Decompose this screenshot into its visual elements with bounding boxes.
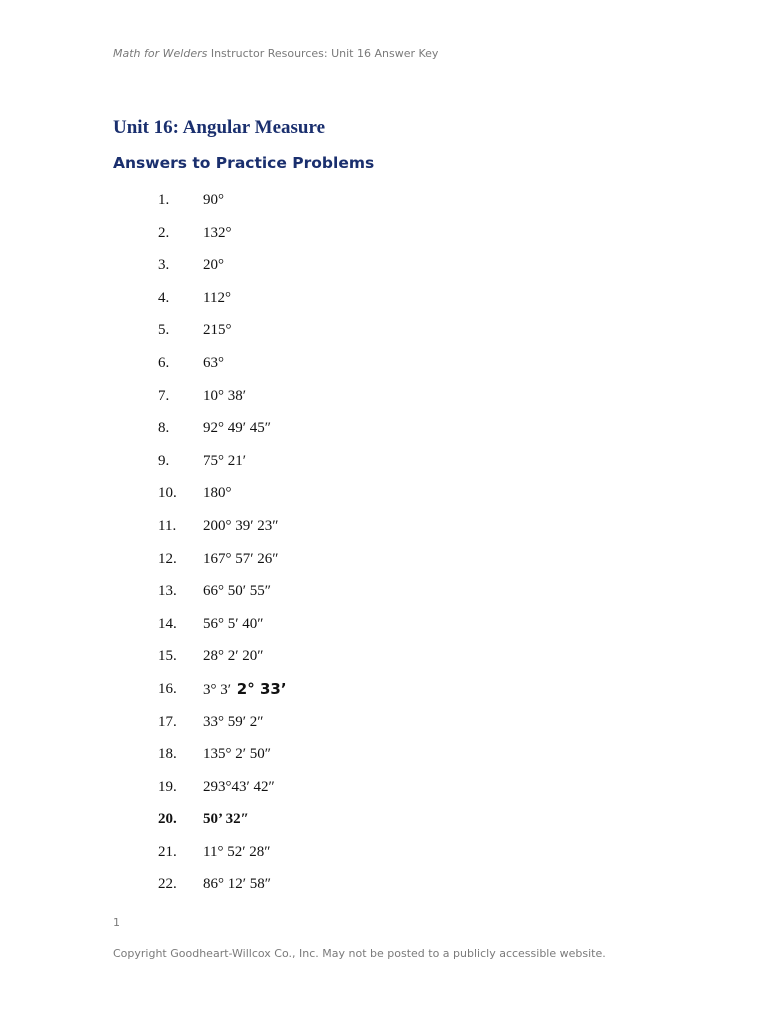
- answer-value: 56° 5′ 40″: [203, 615, 264, 632]
- copyright-notice: Copyright Goodheart-Willcox Co., Inc. May not be posted to a publicly accessible website.: [113, 947, 606, 960]
- answer-number: 22.: [158, 876, 177, 893]
- answer-number: 14.: [158, 615, 177, 632]
- answer-value: 135° 2′ 50″: [203, 746, 272, 763]
- section-title: Answers to Practice Problems: [113, 154, 375, 172]
- answer-value: 63°: [203, 354, 224, 371]
- answer-value: 75° 21′: [203, 452, 247, 469]
- answer-number: 9.: [158, 452, 170, 469]
- answer-number: 8.: [158, 420, 170, 437]
- answer-value: 293°43′ 42″: [203, 778, 275, 795]
- answer-item: [0, 222, 768, 255]
- answer-number: 21.: [158, 843, 177, 860]
- book-title: Math for Welders: [113, 47, 208, 60]
- answer-number: 1.: [158, 192, 170, 208]
- answer-item: [0, 417, 768, 450]
- answer-number: 6.: [158, 354, 170, 371]
- answer-item: [0, 678, 768, 711]
- answer-value: 10° 38′: [203, 387, 247, 404]
- answer-value: 66° 50′ 55″: [203, 583, 272, 600]
- answer-item: [0, 450, 768, 483]
- running-header: [113, 47, 438, 60]
- answer-value: [203, 678, 287, 701]
- answer-number: 3.: [158, 257, 170, 274]
- answer-number: 11.: [158, 517, 177, 534]
- answer-item: [0, 515, 768, 548]
- answer-value: 90°: [203, 192, 224, 208]
- answer-value: 180°: [203, 485, 232, 502]
- answer-number: 13.: [158, 583, 177, 600]
- answer-number: 17.: [158, 713, 177, 730]
- answer-number: 12.: [158, 550, 177, 567]
- answer-item: [0, 645, 768, 678]
- original-answer: 3° 3′: [203, 681, 232, 698]
- answer-item: [0, 482, 768, 515]
- answer-item: [0, 808, 768, 841]
- answer-number: 5.: [158, 322, 170, 339]
- answer-value: 33° 59′ 2″: [203, 713, 264, 730]
- answer-number: 15.: [158, 648, 177, 665]
- answer-value: 112°: [203, 289, 231, 306]
- corrected-answer: 2° 33’: [236, 679, 287, 698]
- answer-item: [0, 385, 768, 418]
- unit-title: Unit 16: Angular Measure: [113, 117, 325, 138]
- answer-value: 28° 2′ 20″: [203, 648, 264, 665]
- header-subtitle: Instructor Resources: Unit 16 Answer Key: [210, 47, 439, 60]
- answer-number: 2.: [158, 224, 170, 241]
- answer-item: [0, 873, 768, 906]
- answer-list: [0, 189, 768, 906]
- answer-number: 16.: [158, 680, 177, 697]
- answer-value: 215°: [203, 322, 232, 339]
- answer-value: 20°: [203, 257, 224, 274]
- answer-number: 10.: [158, 485, 177, 502]
- answer-number: 20.: [158, 811, 177, 828]
- answer-item: [0, 580, 768, 613]
- answer-item: [0, 189, 768, 222]
- answer-value: 50’ 32″: [203, 811, 249, 828]
- answer-value: 200° 39′ 23″: [203, 517, 279, 534]
- answer-number: 18.: [158, 746, 177, 763]
- answer-item: [0, 319, 768, 352]
- answer-value: 11° 52′ 28″: [203, 843, 271, 860]
- answer-value: 92° 49′ 45″: [203, 420, 272, 437]
- answer-item: [0, 711, 768, 744]
- answer-item: [0, 352, 768, 385]
- answer-number: 7.: [158, 387, 170, 404]
- answer-number: 19.: [158, 778, 177, 795]
- answer-item: [0, 548, 768, 581]
- answer-value: 167° 57′ 26″: [203, 550, 279, 567]
- answer-item: [0, 287, 768, 320]
- answer-item: [0, 841, 768, 874]
- answer-number: 4.: [158, 289, 170, 306]
- answer-item: [0, 743, 768, 776]
- answer-value: 86° 12′ 58″: [203, 876, 272, 893]
- page-number: 1: [113, 916, 120, 929]
- answer-item: [0, 776, 768, 809]
- answer-value: 132°: [203, 224, 232, 241]
- answer-item: [0, 613, 768, 646]
- answer-item: [0, 254, 768, 287]
